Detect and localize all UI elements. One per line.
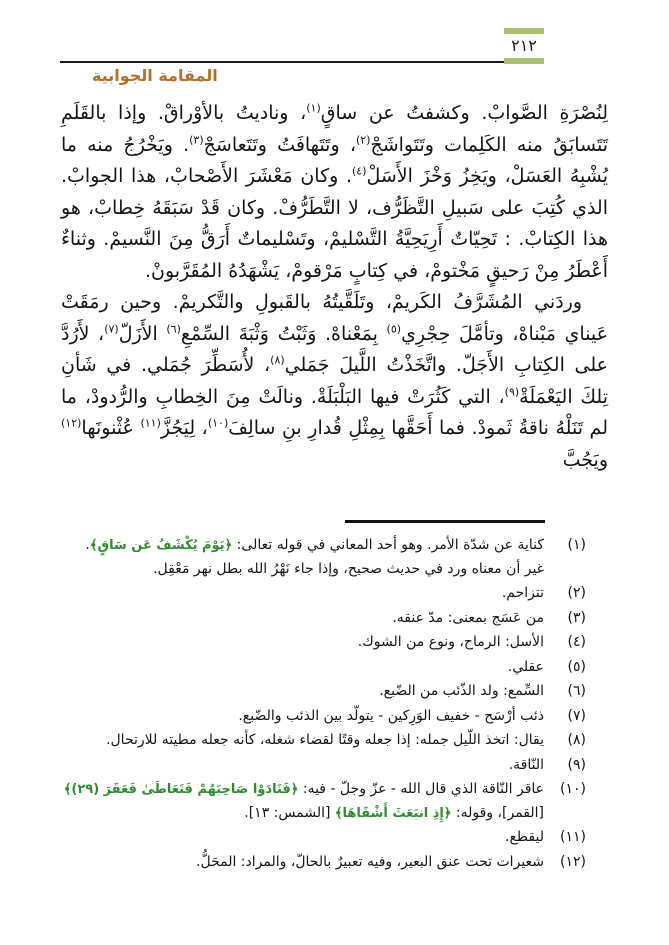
footnote-separator bbox=[345, 520, 545, 523]
footnote-item bbox=[62, 607, 590, 631]
footnotes-section bbox=[62, 534, 590, 875]
footnote-number: (١١) bbox=[560, 829, 586, 845]
footnote-marker: (٥) bbox=[386, 322, 402, 336]
footnote-number: (٣) bbox=[567, 609, 586, 626]
footnote-item bbox=[62, 631, 590, 655]
footnote-marker: (٧) bbox=[104, 322, 119, 336]
main-text bbox=[61, 98, 608, 476]
page-number: ٢١٢ bbox=[511, 36, 537, 55]
footnote-text: كناية عن شدّة الأمر. وهو أحد المعاني في قوله تعالى: ﴿يَوْمَ يُكْشَفُ عَن سَاقٍ﴾. غير أن معناه ورد في حديث صحيح، وإذا جاء نَهْرُ الله بطل نهر مَعْقِل. bbox=[85, 537, 544, 577]
footnote-item bbox=[62, 705, 590, 729]
footnote-item bbox=[62, 582, 590, 606]
footnote-number: (١٢) bbox=[560, 853, 586, 870]
footnote-marker: (٣) bbox=[189, 133, 204, 147]
footnote-number: (٤) bbox=[567, 634, 586, 650]
footnote-item bbox=[62, 680, 590, 704]
footnote-marker: (١٠) bbox=[207, 416, 229, 430]
footnote-number: (٢) bbox=[567, 585, 586, 601]
footnote-text: من عَسَج بمعنى: مدّ عنقه. bbox=[392, 609, 544, 626]
footnote-marker: (٢) bbox=[355, 133, 371, 147]
footnote-marker: (١١) bbox=[140, 416, 161, 430]
footnote-marker: (٤) bbox=[351, 164, 367, 178]
paragraph: وردَني المُشَرَّفُ الكَريمْ، وتَلَقَّيتُهُ بالقَبولِ والتَّكريمْ. وحين رمَقَتْ عَيناي مَبْناهْ، وتأمَّلَ حِجْرِي$^{(٥)}$ بِمَعْناهْ. وَثَبْتُ وَثْبَةَ السِّمْعِ$^{(٦)}$ الأَزَلّ$^{(٧)}$، لأَرُدَّ على الكِتابِ الأَجَلّ. واتَّخَذْتُ اللَّيلَ جَمَلي$^{(٨)}$، لأُسَطِّرَ جُمَلي. في شَأنِ تِلكَ اليَعْمَلَةْ$^{(٩)}$، التي كَثُرَتْ فيها البَلْبَلَةْ. ونالَتْ مِنَ الخِطابِ والرُّدودْ، ما لم تَنَلْهُ ناقةُ ثَمودْ. فما أَحَقَّها بِمِثْلِ قُدارِ بنِ سالِفَ$^{(١٠)}$، لِيَجُزَّ$^{(١١)}$ عُثْنونَها$^{(١٢)}$ ويَجُبَّ bbox=[61, 291, 608, 471]
footnote-number: (١٠) bbox=[560, 781, 586, 797]
page-number-block bbox=[504, 28, 544, 64]
footnote-item bbox=[62, 534, 590, 581]
footnote-item bbox=[62, 826, 590, 850]
footnote-number: (٥) bbox=[567, 658, 586, 675]
footnote-text: تتزاحم. bbox=[501, 585, 544, 601]
footnote-number: (١) bbox=[567, 537, 586, 553]
footnote-number: (٦) bbox=[567, 683, 586, 699]
decor-bar-bottom bbox=[504, 58, 544, 64]
footnote-text: شعيرات تحت عنق البعير، وفيه تعبيرٌ بالحالّ، والمراد: المحَلُّ. bbox=[196, 853, 544, 870]
footnote-marker: (٨) bbox=[270, 353, 285, 367]
footnote-text: ليقطع. bbox=[505, 829, 544, 845]
footnote-text: السِّمع: ولد الذّئب من الضّبع. bbox=[379, 683, 544, 699]
quran-quote: ﴿إِذِ انبَعَثَ أَشْقَاهَا﴾ bbox=[334, 805, 452, 821]
footnote-number: (٩) bbox=[567, 756, 586, 773]
footnote-text: عقلي. bbox=[507, 658, 544, 675]
footnote-text: يقال: اتخذ اللّيل جمله: إذا جعله وقتًا لقضاء شغله، كأنه جعله مطيته للارتحال. bbox=[106, 732, 544, 748]
footnote-item bbox=[62, 851, 590, 875]
chapter-title: المقامة الجوابية bbox=[92, 66, 218, 85]
quran-quote: ﴿يَوْمَ يُكْشَفُ عَن سَاقٍ﴾ bbox=[89, 538, 233, 553]
footnote-marker: (١) bbox=[306, 101, 321, 115]
footnote-item bbox=[62, 754, 590, 778]
header-rule bbox=[60, 61, 504, 63]
footnote-text: النّاقة. bbox=[508, 756, 544, 773]
footnote-text: عاقر النّاقة الذي قال الله - عزّ وجلّ - فيه: ﴿فَنَادَوْا صَاحِبَهُمْ فَتَعَاطَىٰ فَعَقَرَ (٢٩)﴾ [القمر]، وقوله: ﴿إِذِ انبَعَثَ أَشْقَاهَا﴾ [الشمس: ١٣]. bbox=[63, 781, 544, 821]
footnote-item bbox=[62, 778, 590, 825]
footnote-text: ذئب أرْسَح - خفيف الوَرِكين - يتولّد بين الذئب والضّبع. bbox=[238, 707, 544, 724]
footnote-text: الأسل: الرماح، ونوع من الشوك. bbox=[357, 634, 544, 650]
footnote-item bbox=[62, 656, 590, 680]
quran-quote: ﴿فَنَادَوْا صَاحِبَهُمْ فَتَعَاطَىٰ فَعَقَرَ (٢٩)﴾ bbox=[63, 782, 299, 797]
footnote-marker: (٩) bbox=[504, 385, 520, 399]
footnote-number: (٧) bbox=[567, 707, 586, 724]
footnote-marker: (٦) bbox=[166, 322, 181, 336]
footnote-marker: (١٢) bbox=[61, 416, 82, 430]
footnote-item bbox=[62, 729, 590, 753]
footnote-number: (٨) bbox=[567, 732, 586, 748]
paragraph: لِنُصْرَةِ الصَّوابْ. وكشفتُ عن ساقٍ$^{(١)}$، وناديتُ بالأوْراقْ. وإذا بالقَلَمِ تَتَسابَقُ منه الكَلِمات وتَتَواشَجْ$^{(٢)}$، وتَتَهافَتُ وتَتَعاسَجْ$^{(٣)}$. ويَخْرُجُ منه ما يُشْبِهُ العَسَلْ، ويَخِزُ وَخْزَ الأَسَلْ$^{(٤)}$. وكان مَعْشَرَ الأَصْحابْ، هذا الجوابْ. الذي كُتِبَ على سَبيلِ التَّظَرُّف، لا التَّطَرُّفْ. وكان قَدْ سَبَقَهُ خِطابْ، هو هذا الكِتابْ. : تَحِيّاتٌ أَرِيَحِيَّةُ التَّسْليمْ، وتَسْليماتٌ أَرَقُّ مِنَ النَّسيمْ. وثناءٌ أَعْطَرُ مِنْ رَحيقٍ مَخْتومْ، في كِتابٍ مَرْقومْ، يَشْهَدُهُ المُقَرَّبونْ. bbox=[61, 101, 609, 282]
